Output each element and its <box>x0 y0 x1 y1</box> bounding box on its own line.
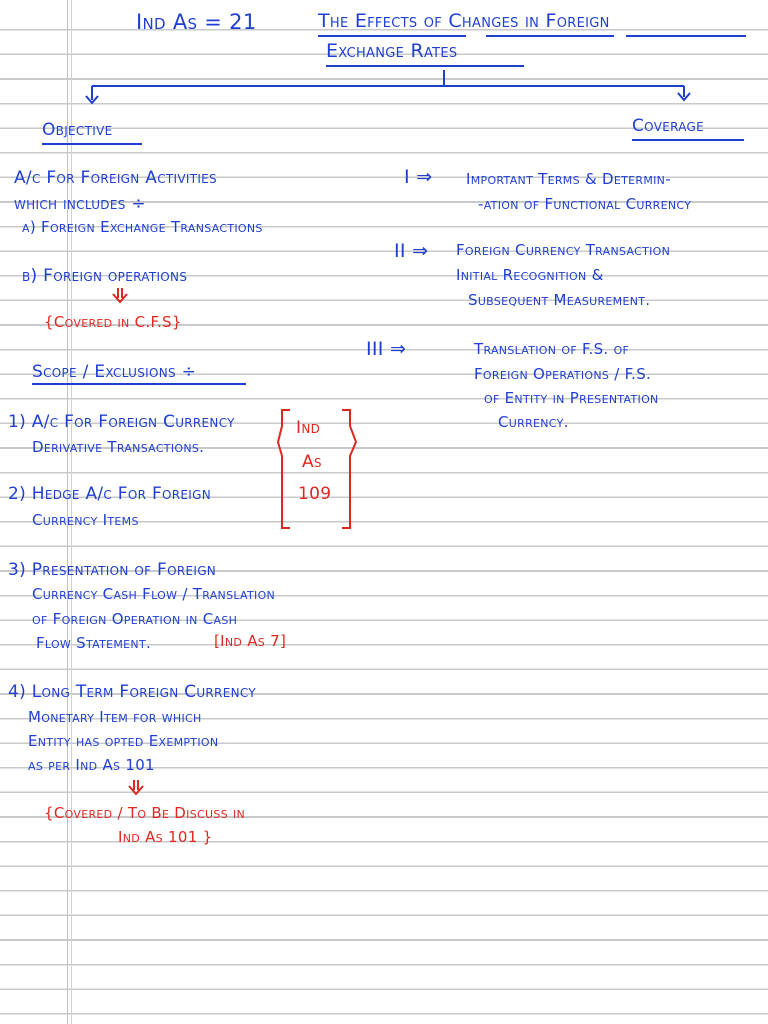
ind-as-7-ref: [Ind As 7] <box>214 632 287 650</box>
scope-item-4-line-3: Entity has opted Exemption <box>28 732 219 750</box>
title-line-2: Exchange Rates <box>326 40 458 62</box>
coverage-iii-line-1: Translation of F.S. of <box>474 340 630 358</box>
scope-item-2-line-2: Currency Items <box>32 511 139 529</box>
scope-item-3-line-4: Flow Statement. <box>36 634 152 652</box>
covered-101-line-1: {Covered / To Be Discuss in <box>44 804 246 822</box>
scope-item-4-line-1: 4) Long Term Foreign Currency <box>8 682 256 702</box>
coverage-heading: Coverage <box>632 116 705 136</box>
objective-line-1: A/c For Foreign Activities <box>14 168 217 188</box>
coverage-ii-line-2: Initial Recognition & <box>456 266 604 284</box>
coverage-iii-line-3: of Entity in Presentation <box>484 389 659 407</box>
scope-item-1-line-2: Derivative Transactions. <box>32 438 205 456</box>
scope-item-3-line-2: Currency Cash Flow / Translation <box>32 585 276 603</box>
covered-101-line-2: Ind As 101 } <box>118 828 213 846</box>
coverage-ii-line-3: Subsequent Measurement. <box>468 291 651 309</box>
coverage-i-number: I ⇒ <box>404 166 433 188</box>
scope-item-3-line-3: of Foreign Operation in Cash <box>32 610 238 628</box>
coverage-iii-line-4: Currency. <box>498 413 569 431</box>
scope-item-4-line-4: as per Ind As 101 <box>28 756 155 774</box>
scope-item-3-line-1: 3) Presentation of Foreign <box>8 560 217 580</box>
coverage-iii-number: III ⇒ <box>366 338 407 360</box>
objective-item-b: b) Foreign operations <box>22 266 188 286</box>
objective-heading: Objective <box>42 120 113 140</box>
scope-heading: Scope / Exclusions ÷ <box>32 362 197 382</box>
coverage-i-line-1: Important Terms & Determin- <box>466 170 671 188</box>
title-line-1: The Effects of Changes in Foreign <box>318 10 610 32</box>
scope-item-1-line-1: 1) A/c For Foreign Currency <box>8 412 235 432</box>
coverage-ii-line-1: Foreign Currency Transaction <box>456 241 671 259</box>
objective-line-2: which includes ÷ <box>14 194 146 214</box>
covered-cfs-note: {Covered in C.F.S} <box>44 313 182 331</box>
coverage-i-line-2: -ation of Functional Currency <box>478 195 692 213</box>
scope-item-4-line-2: Monetary Item for which <box>28 708 202 726</box>
coverage-iii-line-2: Foreign Operations / F.S. <box>474 365 652 383</box>
ind-as-109-line-3: 109 <box>298 484 332 504</box>
scope-item-2-line-1: 2) Hedge A/c For Foreign <box>8 484 212 504</box>
ind-as-109-line-1: Ind <box>296 418 321 438</box>
objective-item-a: a) Foreign Exchange Transactions <box>22 218 263 236</box>
ind-as-109-line-2: As <box>302 452 322 472</box>
standard-number: Ind As = 21 <box>136 10 257 34</box>
coverage-ii-number: II ⇒ <box>394 240 429 262</box>
